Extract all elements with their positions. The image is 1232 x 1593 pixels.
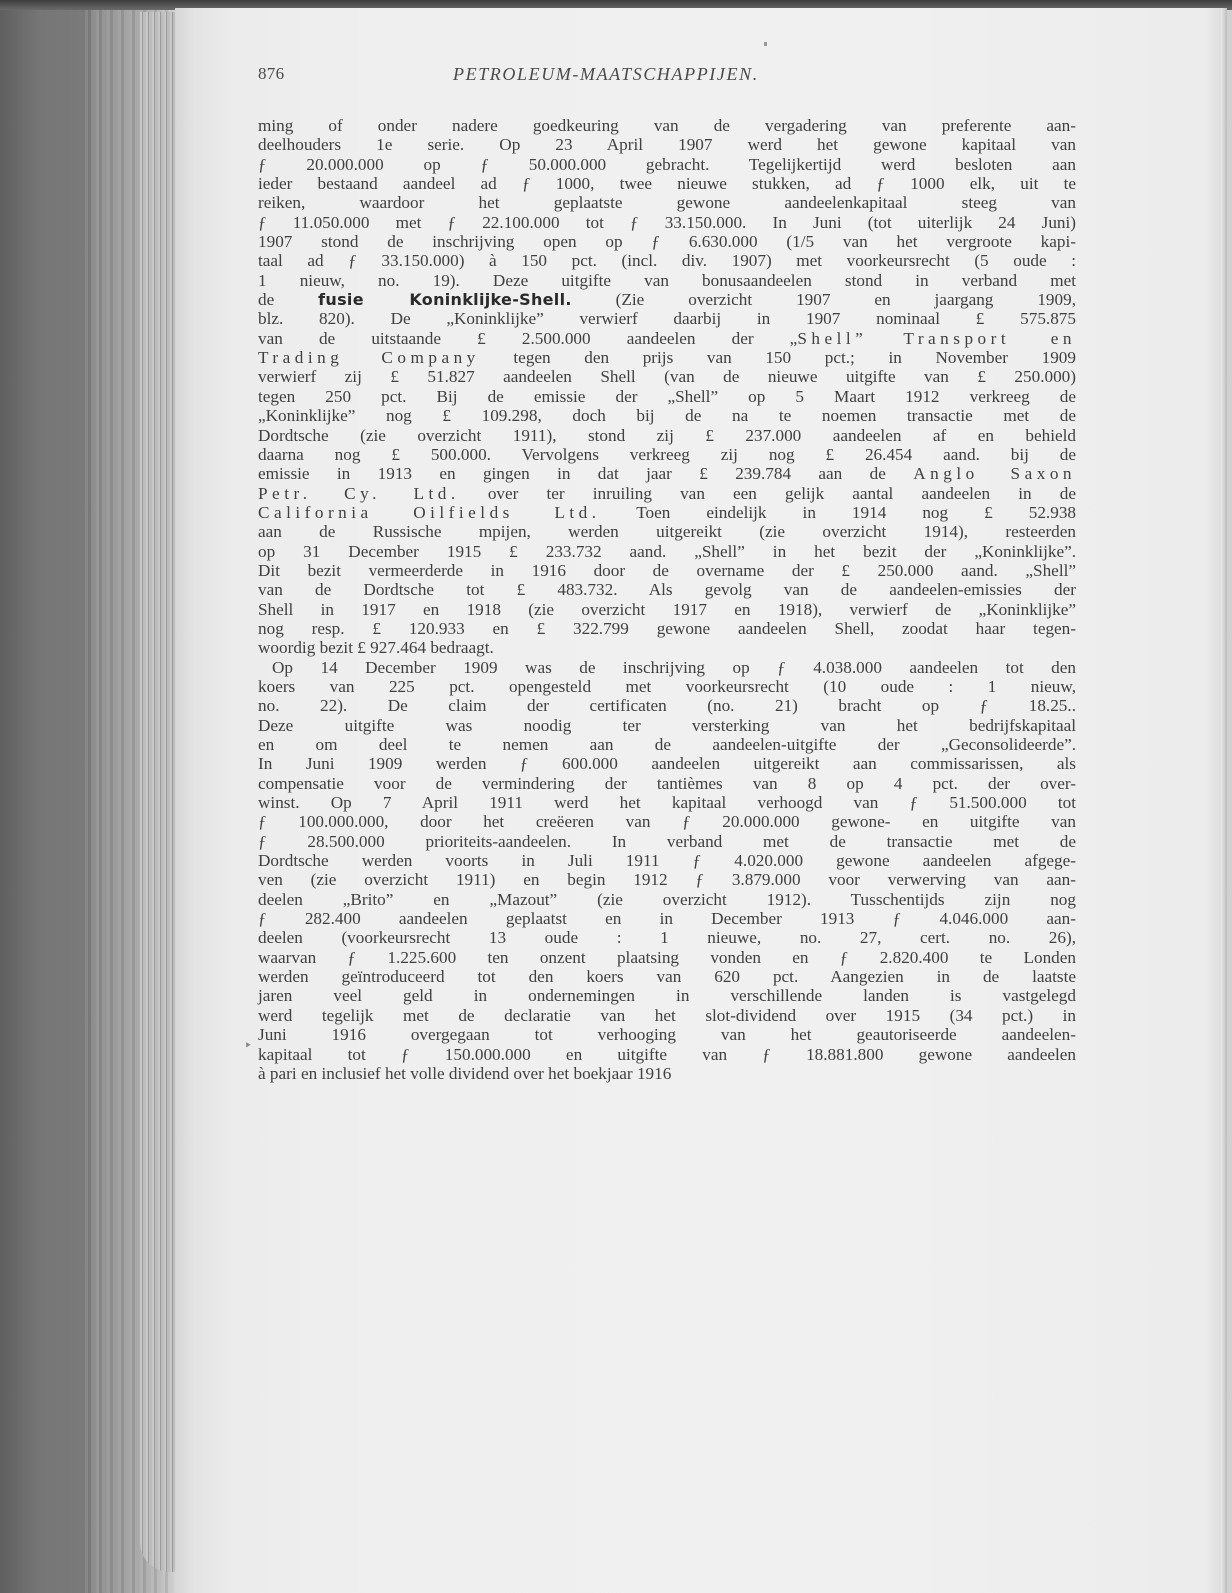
- text-line: [258, 155, 1076, 174]
- text-run: over ter inruiling van een gelijk aantal aandeelen in de: [459, 483, 1077, 503]
- text-line: [258, 677, 1076, 696]
- text-line: [258, 716, 1076, 735]
- text-line: [258, 909, 1076, 928]
- text-run: deelhouders 1e serie. Op 23 April 1907 werd het gewone kapitaal van: [258, 135, 1076, 155]
- text-run: op 31 December 1915 £ 233.732 aand. „Shell” in het bezit der „Koninklijke”.: [258, 541, 1076, 561]
- text-run: ƒ 28.500.000 prioriteits-aandeelen. In verband met de transactie met de: [258, 831, 1076, 851]
- text-line: [258, 271, 1076, 290]
- page-right-edge: [1221, 8, 1227, 1593]
- text-line: [258, 948, 1076, 967]
- text-line: [258, 1025, 1076, 1044]
- text-run: woordig bezit £ 927.464 bedraagt.: [258, 638, 494, 658]
- text-line: [258, 928, 1076, 947]
- text-line: [258, 329, 1076, 348]
- text-run: de: [258, 290, 319, 310]
- text-line: [258, 851, 1076, 870]
- text-run: „Koninklijke” nog £ 109.298, doch bij de na te noemen transactie met de: [258, 406, 1076, 426]
- text-run: aan de Russische mpijen, werden uitgereikt (zie overzicht 1914), resteerden: [258, 522, 1076, 542]
- text-line: [258, 793, 1076, 812]
- text-line: [258, 251, 1076, 270]
- spaced-name: Shell”: [797, 328, 868, 348]
- text-run: (Zie overzicht 1907 en jaargang 1909,: [571, 290, 1076, 310]
- text-run: ming of onder nadere goedkeuring van de vergadering van preferente aan-: [258, 116, 1076, 135]
- text-run: werden geïntroduceerd tot den koers van 620 pct. Aangezien in de laatste: [258, 967, 1076, 987]
- spaced-name: Anglo Saxon: [913, 464, 1077, 484]
- text-run: ƒ 11.050.000 met ƒ 22.100.000 tot ƒ 33.150.000. In Juni (tot uiterlijk 24 Juni): [258, 212, 1076, 232]
- text-line: [258, 135, 1076, 154]
- spaced-name: Petr. Cy. Ltd.: [258, 483, 460, 503]
- text-line: [258, 986, 1076, 1005]
- text-line: [258, 232, 1076, 251]
- text-line: [258, 619, 1076, 638]
- text-line: [258, 309, 1076, 328]
- text-run: deelen (voorkeursrecht 13 oude : 1 nieuwe, no. 27, cert. no. 26),: [258, 928, 1076, 948]
- text-run: no. 22). De claim der certificaten (no. 21) bracht op ƒ 18.25..: [258, 696, 1076, 716]
- text-line: [258, 406, 1076, 425]
- text-run: en om deel te nemen aan de aandeelen-uitgifte der „Geconsolideerde”.: [258, 735, 1076, 754]
- spaced-name: Trading Company: [258, 348, 480, 368]
- text-run: Deze uitgifte was noodig ter versterking van het bedrijfskapitaal: [258, 715, 1076, 735]
- text-run: werd tegelijk met de declaratie van het slot-dividend over 1915 (34 pct.) in: [258, 1005, 1076, 1025]
- text-line: [258, 174, 1076, 193]
- text-run: Juni 1916 overgegaan tot verhooging van het geautoriseerde aandeelen-: [258, 1025, 1076, 1045]
- text-run: Dit bezit vermeerderde in 1916 door de overname der £ 250.000 aand. „Shell”: [258, 560, 1076, 580]
- text-run: deelen „Brito” en „Mazout” (zie overzicht 1912). Tusschentijds zijn nog: [258, 889, 1076, 909]
- text-run: daarna nog £ 500.000. Vervolgens verkreeg zij nog £ 26.454 aand. bij de: [258, 444, 1076, 464]
- text-run: ieder bestaand aandeel ad ƒ 1000, twee nieuwe stukken, ad ƒ 1000 elk, uit te: [258, 174, 1076, 194]
- spaced-name: California Oilfields Ltd.: [258, 502, 601, 522]
- text-run: verwierf zij £ 51.827 aandeelen Shell (van de nieuwe uitgifte van £ 250.000): [258, 367, 1076, 387]
- text-line: [258, 367, 1076, 386]
- text-line: [258, 870, 1076, 889]
- text-line: [258, 696, 1076, 715]
- text-run: waarvan ƒ 1.225.600 ten onzent plaatsing vonden en ƒ 2.820.400 te Londen: [258, 947, 1076, 967]
- bold-heading-phrase: fusie Koninklijke-Shell.: [318, 290, 572, 310]
- text-run: ƒ 20.000.000 op ƒ 50.000.000 gebracht. Tegelijkertijd werd besloten aan: [258, 154, 1076, 174]
- text-run: ƒ 282.400 aandeelen geplaatst en in December 1913 ƒ 4.046.000 aan-: [258, 909, 1076, 929]
- text-line: [258, 503, 1076, 522]
- text-line: [258, 426, 1076, 445]
- text-run: van de uitstaande £ 2.500.000 aandeelen der „: [258, 328, 798, 348]
- body-text: [258, 116, 1076, 1083]
- text-line: [258, 638, 1076, 657]
- text-line: [258, 561, 1076, 580]
- text-run: [867, 329, 903, 348]
- text-line: [258, 193, 1076, 212]
- text-line: [258, 890, 1076, 909]
- text-run: ƒ 100.000.000, door het creëeren van ƒ 20.000.000 gewone- en uitgifte van: [258, 812, 1076, 832]
- text-line: [258, 484, 1076, 503]
- text-line: [258, 735, 1076, 754]
- text-run: taal ad ƒ 33.150.000) à 150 pct. (incl. div. 1907) met voorkeursrecht (5 oude :: [258, 251, 1076, 271]
- text-run: jaren veel geld in ondernemingen in verschillende landen is vastgelegd: [258, 986, 1076, 1006]
- text-run: 1907 stond de inschrijving open op ƒ 6.630.000 (1/5 van het vergroote kapi-: [258, 232, 1076, 252]
- text-run: tegen 250 pct. Bij de emissie der „Shell” op 5 Maart 1912 verkreeg de: [258, 386, 1076, 406]
- text-line: [258, 754, 1076, 773]
- text-run: 1 nieuw, no. 19). Deze uitgifte van bonusaandeelen stond in verband met: [258, 270, 1076, 290]
- text-line: [258, 774, 1076, 793]
- text-line: [258, 1006, 1076, 1025]
- page-number: 876: [258, 64, 285, 83]
- text-run: à pari en inclusief het volle dividend over het boekjaar 1916: [258, 1063, 672, 1083]
- text-line: [258, 1045, 1076, 1064]
- text-line: [258, 464, 1076, 483]
- smudge-mark: [764, 42, 767, 46]
- text-run: winst. Op 7 April 1911 werd het kapitaal verhoogd van ƒ 51.500.000 tot: [258, 793, 1076, 813]
- text-run: van de Dordtsche tot £ 483.732. Als gevolg van de aandeelen-emissies der: [258, 580, 1076, 600]
- text-run: Dordtsche (zie overzicht 1911), stond zij £ 237.000 aandeelen af en behield: [258, 425, 1076, 445]
- text-line: [258, 600, 1076, 619]
- text-run: In Juni 1909 werden ƒ 600.000 aandeelen uitgereikt aan commissarissen, als: [258, 754, 1076, 774]
- text-run: Op 14 December 1909 was de inschrijving op ƒ 4.038.000 aandeelen tot den: [272, 657, 1076, 677]
- text-line: [258, 812, 1076, 831]
- text-line: [258, 967, 1076, 986]
- text-run: kapitaal tot ƒ 150.000.000 en uitgifte van ƒ 18.881.800 gewone aandeelen: [258, 1044, 1076, 1064]
- spaced-name: Transport en: [903, 328, 1076, 348]
- text-run: koers van 225 pct. opengesteld met voorkeursrecht (10 oude : 1 nieuw,: [258, 676, 1076, 696]
- text-line: [258, 522, 1076, 541]
- text-line: [258, 213, 1076, 232]
- running-title: PETROLEUM-MAATSCHAPPIJEN.: [453, 64, 759, 84]
- text-run: blz. 820). De „Koninklijke” verwierf daarbij in 1907 nominaal £ 575.875: [258, 309, 1076, 329]
- text-line: [258, 348, 1076, 367]
- text-line: [258, 1064, 1076, 1083]
- text-line: [258, 387, 1076, 406]
- text-line: [258, 542, 1076, 561]
- text-line: [258, 658, 1076, 677]
- text-run: Toen eindelijk in 1914 nog £ 52.938: [600, 502, 1077, 522]
- text-run: compensatie voor de vermindering der tantièmes van 8 op 4 pct. der over-: [258, 773, 1076, 793]
- text-line: [258, 116, 1076, 135]
- text-run: Shell in 1917 en 1918 (zie overzicht 1917 en 1918), verwierf de „Koninklijke”: [258, 599, 1076, 619]
- text-run: Dordtsche werden voorts in Juli 1911 ƒ 4.020.000 gewone aandeelen afgege-: [258, 851, 1076, 871]
- text-line: [258, 445, 1076, 464]
- text-run: emissie in 1913 en gingen in dat jaar £ 239.784 aan de: [258, 464, 914, 484]
- text-run: nog resp. £ 120.933 en £ 322.799 gewone aandeelen Shell, zoodat haar tegen-: [258, 618, 1076, 638]
- text-line: [258, 580, 1076, 599]
- text-line: [258, 290, 1076, 309]
- text-run: tegen den prijs van 150 pct.; in November 1909: [479, 348, 1076, 368]
- running-head: [258, 64, 1078, 90]
- text-run: ven (zie overzicht 1911) en begin 1912 ƒ 3.879.000 voor verwerving van aan-: [258, 870, 1076, 890]
- text-run: reiken, waardoor het geplaatste gewone aandeelenkapitaal steeg van: [258, 193, 1076, 213]
- text-line: [258, 832, 1076, 851]
- margin-mark-icon: ‣: [244, 1039, 253, 1054]
- page-stack-edge: [140, 12, 180, 1572]
